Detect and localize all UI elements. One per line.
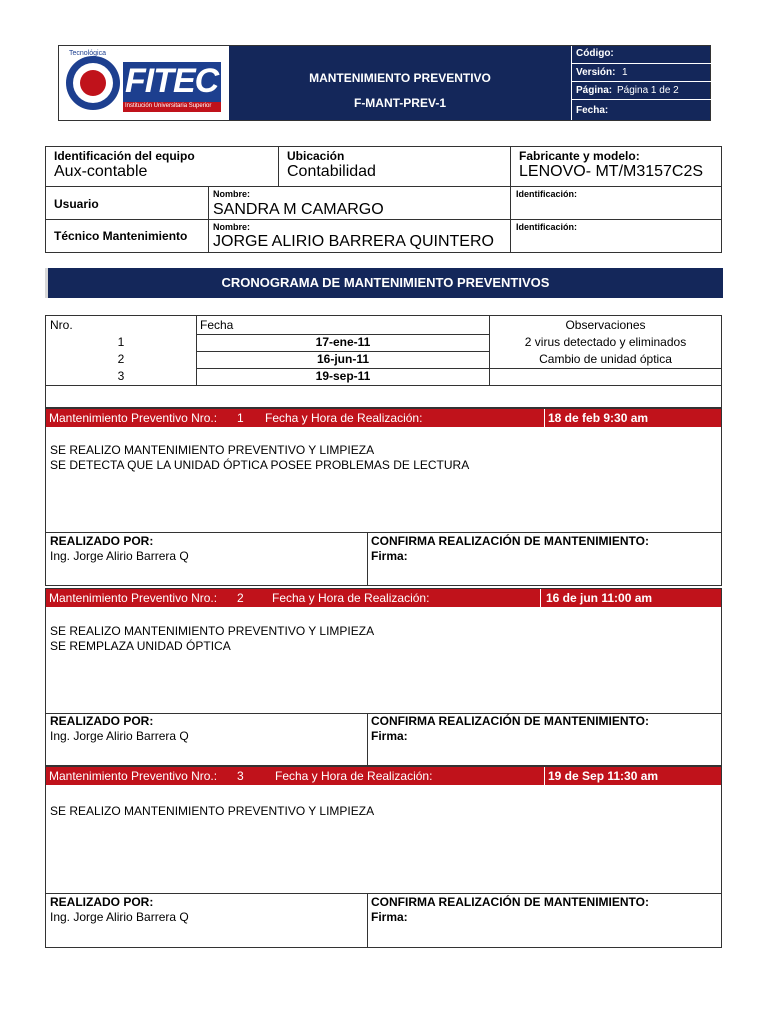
crono-row-fecha: 19-sep-11 <box>315 369 371 383</box>
mantenimiento-block-3 <box>45 766 722 948</box>
confirma-label: CONFIRMA REALIZACIÓN DE MANTENIMIENTO: <box>371 714 649 728</box>
mantenimiento-desc-line: SE REALIZO MANTENIMIENTO PREVENTIVO Y LIMPIEZA <box>50 804 375 818</box>
tecnico-label: Técnico Mantenimiento <box>54 229 188 243</box>
crono-row-nro: 2 <box>117 352 125 366</box>
confirma-label: CONFIRMA REALIZACIÓN DE MANTENIMIENTO: <box>371 534 649 548</box>
usuario-identificacion-label: Identificación: <box>516 189 578 199</box>
mantenimiento-fecha-label: Fecha y Hora de Realización: <box>275 769 433 783</box>
mantenimiento-nro-value: 1 <box>237 411 244 425</box>
firma-label: Firma: <box>371 910 408 924</box>
mantenimiento-desc-line: SE DETECTA QUE LA UNIDAD ÓPTICA POSEE PROBLEMAS DE LECTURA <box>50 458 470 472</box>
logo-text: FITEC <box>125 62 219 100</box>
tecnico-nombre-label: Nombre: <box>213 222 251 232</box>
crono-row-obs: Cambio de unidad óptica <box>539 352 672 366</box>
crono-row-nro: 1 <box>117 335 125 349</box>
pagina-value: Página 1 de 2 <box>617 85 679 96</box>
crono-row-obs: 2 virus detectado y eliminados <box>524 335 687 349</box>
mantenimiento-nro-label: Mantenimiento Preventivo Nro.: <box>49 411 218 425</box>
logo-bottom-text: Institución Universitaria Superior <box>125 103 212 109</box>
fecha-label: Fecha: <box>576 105 609 116</box>
mantenimiento-header <box>46 409 721 427</box>
header-title: MANTENIMIENTO PREVENTIVO <box>309 71 491 85</box>
ubicacion-value: Contabilidad <box>287 163 376 180</box>
mantenimiento-header <box>46 589 721 607</box>
col-nro-header: Nro. <box>50 318 73 332</box>
col-obs-header: Observaciones <box>565 318 646 332</box>
version-label: Versión: <box>576 67 616 78</box>
logo-top-text: Tecnológica <box>69 50 106 57</box>
mantenimiento-fecha-label: Fecha y Hora de Realización: <box>265 411 423 425</box>
equipo-id-value: Aux-contable <box>54 163 148 180</box>
mantenimiento-nro-label: Mantenimiento Preventivo Nro.: <box>49 591 218 605</box>
firma-label: Firma: <box>371 729 408 743</box>
crono-row-fecha: 17-ene-11 <box>315 335 371 349</box>
mantenimiento-desc-line: SE REMPLAZA UNIDAD ÓPTICA <box>50 639 231 653</box>
header-code: F-MANT-PREV-1 <box>353 96 446 110</box>
fabricante-label: Fabricante y modelo: <box>519 149 640 163</box>
header-title-block <box>229 46 571 120</box>
mantenimiento-fecha-value: 18 de feb 9:30 am <box>548 411 649 425</box>
header-meta <box>571 46 710 120</box>
realizado-value: Ing. Jorge Alirio Barrera Q <box>50 910 189 924</box>
realizado-value: Ing. Jorge Alirio Barrera Q <box>50 549 189 563</box>
realizado-label: REALIZADO POR: <box>50 534 154 548</box>
crono-row-nro: 3 <box>117 369 125 383</box>
version-value: 1 <box>622 67 628 78</box>
tecnico-nombre-value: JORGE ALIRIO BARRERA QUINTERO <box>213 233 494 250</box>
mantenimiento-desc-line: SE REALIZO MANTENIMIENTO PREVENTIVO Y LIMPIEZA <box>50 624 375 638</box>
usuario-nombre-value: SANDRA M CAMARGO <box>213 201 384 218</box>
mantenimiento-fecha-value: 16 de jun 11:00 am <box>546 591 653 605</box>
mantenimiento-nro-value: 2 <box>237 591 244 605</box>
fitec-logo <box>63 50 225 116</box>
pagina-label: Página: <box>576 85 613 96</box>
mantenimiento-nro-label: Mantenimiento Preventivo Nro.: <box>49 769 218 783</box>
cronograma-banner <box>45 268 723 298</box>
cronograma-title: CRONOGRAMA DE MANTENIMIENTO PREVENTIVOS <box>221 275 550 290</box>
realizado-label: REALIZADO POR: <box>50 714 154 728</box>
cronograma-table <box>45 315 722 408</box>
crono-row-fecha: 16-jun-11 <box>316 352 370 366</box>
mantenimiento-header <box>46 767 721 785</box>
ubicacion-label: Ubicación <box>287 149 345 163</box>
realizado-value: Ing. Jorge Alirio Barrera Q <box>50 729 189 743</box>
usuario-nombre-label: Nombre: <box>213 189 251 199</box>
codigo-label: Código: <box>576 48 614 59</box>
equipment-table <box>45 146 722 253</box>
mantenimiento-nro-value: 3 <box>237 769 244 783</box>
realizado-label: REALIZADO POR: <box>50 895 154 909</box>
mantenimiento-desc-line: SE REALIZO MANTENIMIENTO PREVENTIVO Y LIMPIEZA <box>50 443 375 457</box>
equipo-id-label: Identificación del equipo <box>54 149 195 163</box>
tecnico-identificacion-label: Identificación: <box>516 222 578 232</box>
document-header <box>58 45 711 121</box>
firma-label: Firma: <box>371 549 408 563</box>
mantenimiento-block-1 <box>45 408 722 586</box>
mantenimiento-fecha-value: 19 de Sep 11:30 am <box>548 769 659 783</box>
confirma-label: CONFIRMA REALIZACIÓN DE MANTENIMIENTO: <box>371 895 649 909</box>
col-fecha-header: Fecha <box>200 318 234 332</box>
usuario-label: Usuario <box>54 197 99 211</box>
fabricante-value: LENOVO- MT/M3157C2S <box>519 163 704 180</box>
mantenimiento-fecha-label: Fecha y Hora de Realización: <box>272 591 430 605</box>
mantenimiento-block-2 <box>45 588 722 766</box>
